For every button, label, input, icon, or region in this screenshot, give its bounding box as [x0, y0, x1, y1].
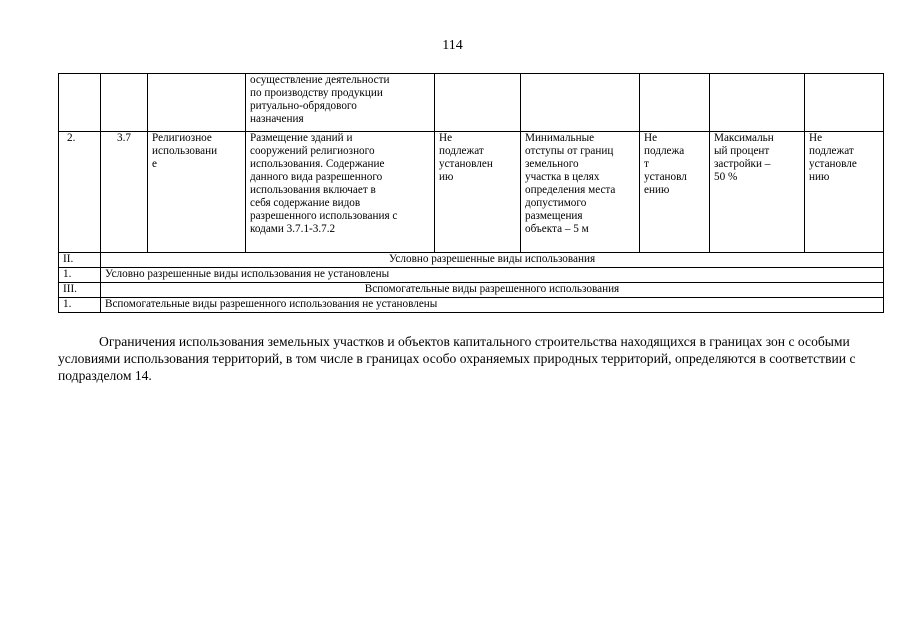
item-text: Условно разрешенные виды использования не установлены: [101, 268, 884, 283]
use-description: Размещение зданий и сооружений религиозного использования. Содержание данного вида разрешенного использования включает в себя содержание видов разрешенного использования с кодами 3.7.1-3.7.2: [246, 132, 435, 253]
use-code: 3.7: [101, 132, 148, 253]
table-row: [59, 268, 884, 283]
land-use-table: [58, 73, 884, 313]
table-row: [59, 283, 884, 298]
section-number: III.: [59, 283, 101, 298]
restrictions-paragraph: Ограничения использования земельных участков и объектов капитального строительства находящихся в границах зон с особыми условиями использования территорий, в том числе в границах особо охраняемых природных территорий, определяются в соответствии с подразделом 14.: [58, 334, 856, 383]
build-percent-cell: Максимальн ый процент застройки – 50 %: [710, 132, 805, 253]
item-number: 1.: [59, 298, 101, 313]
table-row: [59, 132, 884, 253]
table-row: [59, 253, 884, 268]
parameter-cell: Не подлежат установле нию: [805, 132, 884, 253]
table-row: [59, 74, 884, 132]
row-number: 2.: [59, 132, 101, 253]
use-name: Религиозное использовани е: [148, 132, 246, 253]
section-title: Вспомогательные виды разрешенного использования: [101, 283, 884, 298]
page-number: 114: [442, 38, 463, 53]
item-number: 1.: [59, 268, 101, 283]
parameter-cell: Не подлежа т установл ению: [640, 132, 710, 253]
table-row: [59, 298, 884, 313]
parameter-cell: Не подлежат установлен ию: [435, 132, 521, 253]
item-text: Вспомогательные виды разрешенного использования не установлены: [101, 298, 884, 313]
section-title: Условно разрешенные виды использования: [101, 253, 884, 268]
setback-cell: Минимальные отступы от границ земельного участка в целях определения места допустимого размещения объекта – 5 м: [521, 132, 640, 253]
continuation-description: осуществление деятельности по производству продукции ритуально-обрядового назначения: [246, 74, 435, 132]
section-number: II.: [59, 253, 101, 268]
